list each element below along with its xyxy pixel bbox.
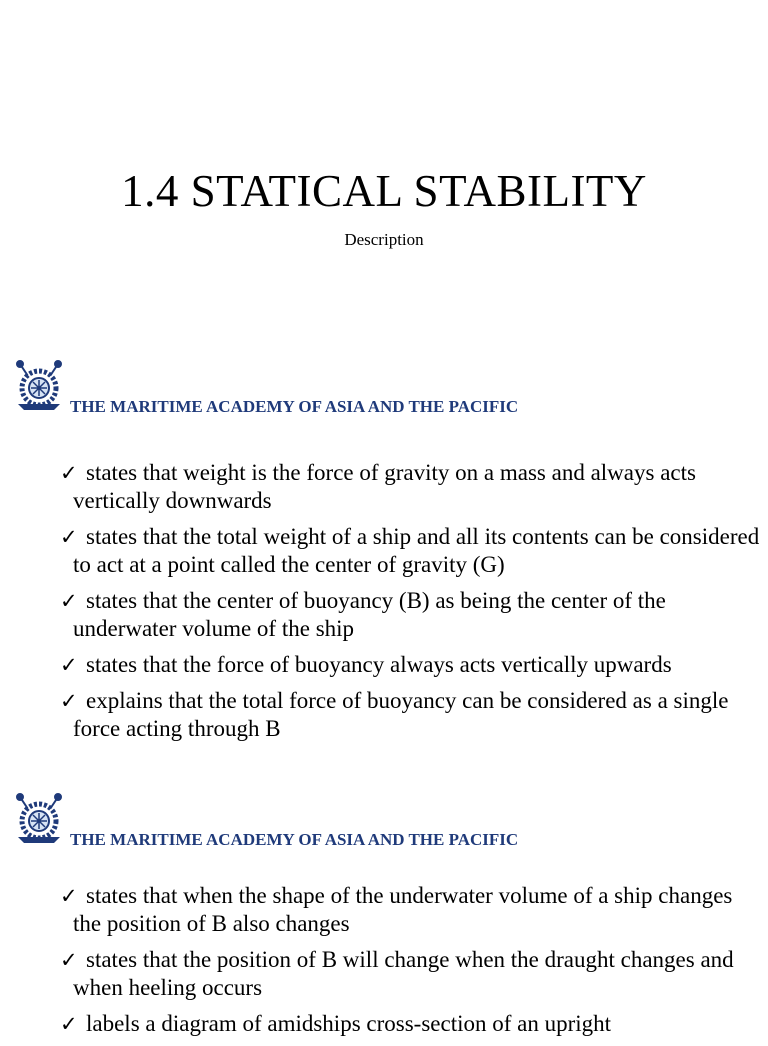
check-mark-icon: ✓: [60, 1012, 78, 1036]
check-mark-icon: ✓: [60, 948, 78, 972]
check-mark-icon: ✓: [60, 884, 78, 908]
academy-name: THE MARITIME ACADEMY OF ASIA AND THE PACIFIC: [70, 830, 519, 849]
check-mark-icon: ✓: [60, 689, 78, 713]
academy-logo-icon: [12, 793, 66, 855]
check-mark-icon: ✓: [60, 653, 78, 677]
academy-header: [12, 793, 752, 857]
academy-header: [12, 360, 752, 424]
list-item: ✓ states that the force of buoyancy always acts vertically upwards: [60, 652, 672, 677]
list-item: ✓ explains that the total force of buoyancy can be considered as a single force acting through B: [60, 688, 729, 741]
check-mark-icon: ✓: [60, 461, 78, 485]
slide-subtitle: Description: [344, 230, 424, 249]
check-mark-icon: ✓: [60, 589, 78, 613]
check-mark-icon: ✓: [60, 525, 78, 549]
slide-title: 1.4 STATICAL STABILITY: [121, 166, 647, 216]
list-item: ✓ states that the position of B will change when the draught changes and when heeling occurs: [60, 947, 734, 1000]
bullet-list-section-1: [60, 459, 760, 751]
list-item: ✓ states that weight is the force of gravity on a mass and always acts vertically downwards: [60, 460, 696, 513]
list-item: ✓ states that the center of buoyancy (B) as being the center of the underwater volume of the ship: [60, 588, 666, 641]
list-item: ✓ states that the total weight of a ship and all its contents can be considered to act at a point called the center of gravity (G): [60, 524, 760, 577]
list-item: ✓ states that when the shape of the underwater volume of a ship changes the position of B also changes: [60, 883, 733, 936]
academy-logo-icon: [12, 360, 66, 422]
academy-name: THE MARITIME ACADEMY OF ASIA AND THE PACIFIC: [70, 397, 519, 416]
bullet-list-section-2: [60, 882, 760, 1046]
list-item: ✓ labels a diagram of amidships cross-section of an upright: [60, 1011, 612, 1036]
